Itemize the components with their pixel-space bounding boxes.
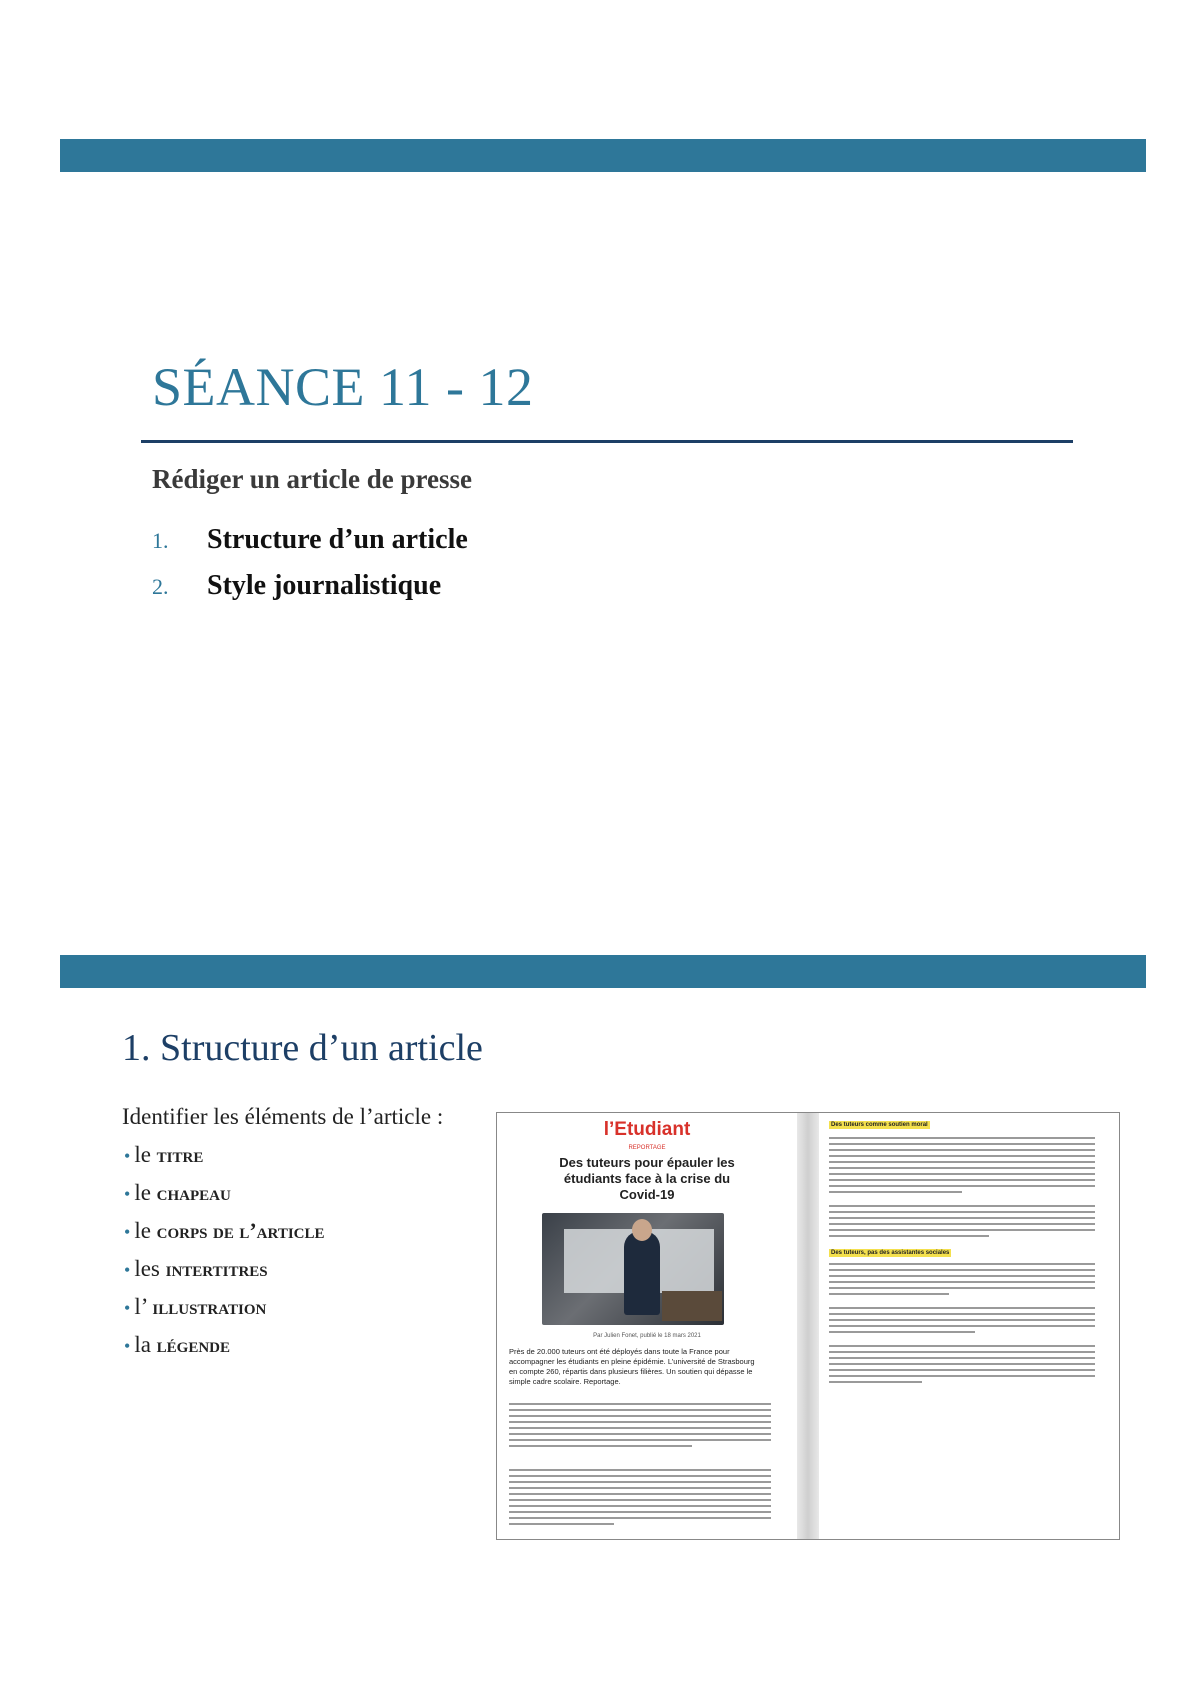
element-term: intertitres xyxy=(165,1256,268,1281)
slide2-header-band xyxy=(60,955,1146,988)
article-body-text xyxy=(829,1263,1095,1299)
article-word: les xyxy=(134,1256,160,1281)
article-body-text xyxy=(829,1137,1095,1241)
bullet-icon: • xyxy=(124,1336,131,1356)
article-byline: Par Julien Fonet, publié le 18 mars 2021 xyxy=(593,1333,701,1339)
article-body-text xyxy=(829,1307,1095,1337)
article-lead: Près de 20.000 tuteurs ont été déployés dans toute la France pour accompagner les étudiants en pleine épidémie. L’université de Strasbourg en compte 260, répartis dans plusieurs filières. Un soutien qui dépasse le simple cadre scolaire. Reportage. xyxy=(509,1347,755,1386)
article-word: le xyxy=(134,1218,151,1243)
photo-desk xyxy=(662,1291,722,1321)
article-word: le xyxy=(134,1180,151,1205)
photo-person xyxy=(624,1231,660,1315)
slide1-title: SÉANCE 11 - 12 xyxy=(152,357,534,417)
list-item-chapeau xyxy=(124,1180,231,1206)
slide2-intro: Identifier les éléments de l’article : xyxy=(122,1104,444,1129)
article-word: l’ xyxy=(134,1294,147,1319)
list-item-titre xyxy=(124,1142,203,1168)
article-headline: Des tuteurs pour épauler les étudiants face à la crise du Covid-19 xyxy=(559,1155,735,1202)
slide2-title: 1. Structure d’un article xyxy=(122,1027,483,1069)
list-item-illustration xyxy=(124,1294,266,1320)
bullet-icon: • xyxy=(124,1260,131,1280)
list-item-intertitres xyxy=(124,1256,268,1282)
toc-label: Style journalistique xyxy=(207,570,442,601)
toc-label: Structure d’un article xyxy=(207,524,468,555)
page-gutter xyxy=(797,1113,819,1539)
element-term: titre xyxy=(156,1142,204,1167)
article-photo xyxy=(542,1213,724,1325)
article-word: la xyxy=(134,1332,151,1357)
article-intertitle: Des tuteurs, pas des assistantes sociales xyxy=(831,1250,950,1256)
article-rubric: REPORTAGE xyxy=(628,1145,666,1151)
title-underline xyxy=(141,440,1073,443)
toc-number: 2. xyxy=(152,574,169,599)
element-term: corps de l’article xyxy=(156,1218,325,1243)
element-term: légende xyxy=(156,1332,231,1357)
article-page-right xyxy=(819,1113,1119,1539)
newspaper-logo: l’Etudiant xyxy=(603,1119,691,1140)
article-example-image xyxy=(496,1112,1120,1540)
list-item-corps xyxy=(124,1218,325,1244)
slide1-subtitle: Rédiger un article de presse xyxy=(152,464,472,494)
article-intertitle: Des tuteurs comme soutien moral xyxy=(831,1122,928,1128)
element-term: chapeau xyxy=(156,1180,231,1205)
article-body-text xyxy=(509,1469,771,1529)
bullet-icon: • xyxy=(124,1298,131,1318)
list-item-legende xyxy=(124,1332,230,1358)
article-body-text xyxy=(829,1345,1095,1387)
photo-person-head xyxy=(632,1219,652,1241)
article-body-text xyxy=(509,1403,771,1451)
toc-number: 1. xyxy=(152,528,169,553)
element-term: illustration xyxy=(152,1294,267,1319)
article-page-left xyxy=(497,1113,797,1539)
toc-item xyxy=(152,524,468,556)
bullet-icon: • xyxy=(124,1222,131,1242)
bullet-icon: • xyxy=(124,1146,131,1166)
bullet-icon: • xyxy=(124,1184,131,1204)
article-word: le xyxy=(134,1142,151,1167)
toc-item xyxy=(152,570,441,602)
slide1-header-band xyxy=(60,139,1146,172)
